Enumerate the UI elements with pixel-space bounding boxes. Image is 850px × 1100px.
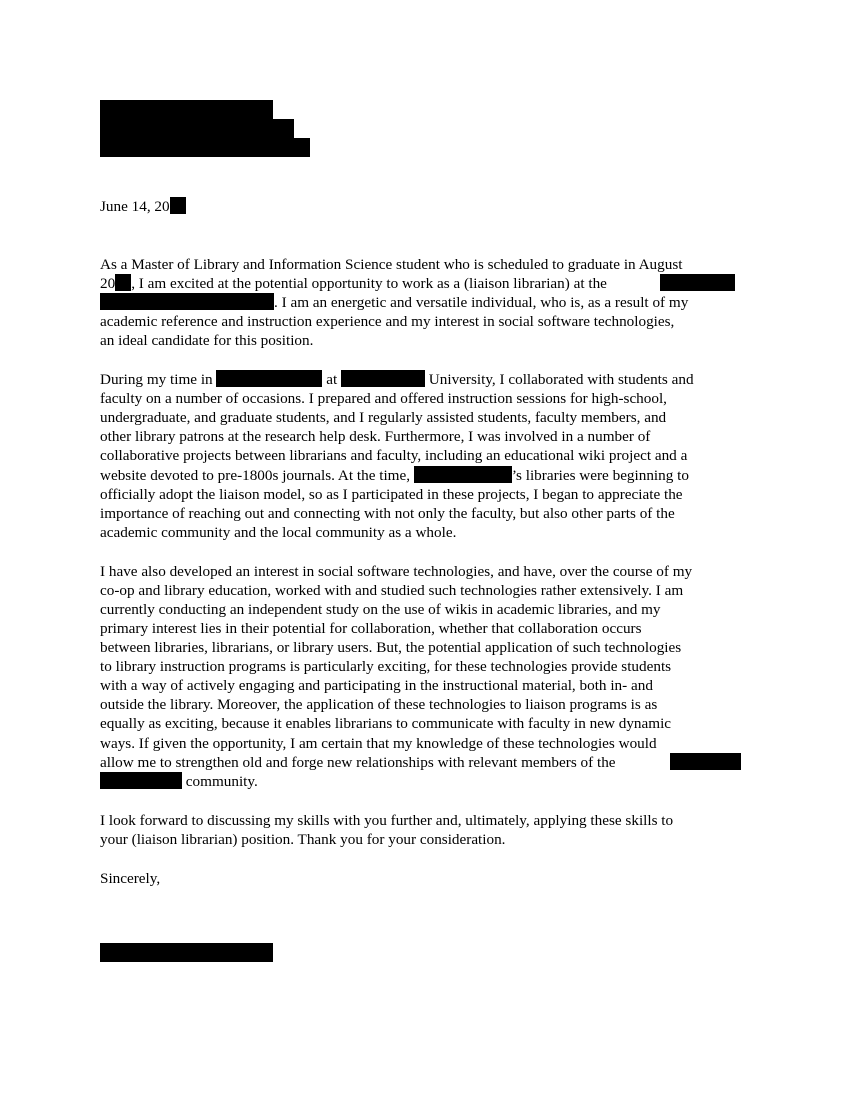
p2-line-7: officially adopt the liaison model, so as I participated in these projects, I began to appreciate the <box>100 486 683 503</box>
redacted-program-name <box>216 370 322 387</box>
p2-line-5: collaborative projects between librarians and faculty, including an educational wiki project and a <box>100 447 688 464</box>
p3-line-6: to library instruction programs is particularly exciting, for these technologies provide students <box>100 658 672 675</box>
p3-line-8: outside the library. Moreover, the application of these technologies to liaison programs is as <box>100 696 658 713</box>
p2-line-1-text-c: University, I collaborated with students and <box>428 371 694 388</box>
p2-line-8: importance of reaching out and connecting with not only the faculty, but also other parts of the <box>100 505 675 522</box>
p1-line-4: academic reference and instruction experience and my interest in social software technologies, <box>100 313 675 330</box>
p3-line-2: co-op and library education, worked with and studied such technologies rather extensively. I am <box>100 582 684 599</box>
redacted-institution-name-2a <box>670 753 741 770</box>
p3-line-9: equally as exciting, because it enables librarians to communicate with faculty in new dynamic <box>100 715 672 732</box>
p2-line-1-text-b: at <box>326 371 338 388</box>
p2-line-1 <box>100 370 694 389</box>
p2-line-9: academic community and the local community as a whole. <box>100 524 457 541</box>
p1-line-2-text-a: 20 <box>100 275 116 292</box>
p1-line-2 <box>100 274 607 293</box>
redacted-year <box>170 197 186 214</box>
p3-line-5: between libraries, librarians, or library users. But, the potential application of such technologies <box>100 639 682 656</box>
p1-line-5: an ideal candidate for this position. <box>100 332 314 349</box>
p3-line-11: allow me to strengthen old and forge new relationships with relevant members of the <box>100 754 616 771</box>
p2-line-2: faculty on a number of occasions. I prepared and offered instruction sessions for high-school, <box>100 390 667 407</box>
p3-line-4: primary interest lies in their potential for collaboration, whether that collaboration occurs <box>100 620 642 637</box>
p2-line-6-text-b: ’s libraries were beginning to <box>511 467 689 484</box>
redacted-institution-name <box>660 274 735 291</box>
p1-line-2-text-b: , I am excited at the potential opportunity to work as a (liaison librarian) at the <box>131 275 607 292</box>
p4-line-2: your (liaison librarian) position. Thank you for your consideration. <box>100 831 506 848</box>
p3-line-7: with a way of actively engaging and participating in the instructional material, both in- and <box>100 677 653 694</box>
p2-line-4: other library patrons at the research help desk. Furthermore, I was involved in a number of <box>100 428 651 445</box>
redacted-address-line-2 <box>100 119 294 139</box>
redacted-address-line-1 <box>100 100 273 120</box>
closing-salutation: Sincerely, <box>100 870 161 887</box>
redacted-university-name <box>341 370 425 387</box>
p2-line-6 <box>100 466 689 485</box>
redacted-institution-name-2b <box>100 772 182 789</box>
p3-line-10: ways. If given the opportunity, I am certain that my knowledge of these technologies would <box>100 735 657 752</box>
p3-line-3: currently conducting an independent study on the use of wikis in academic libraries, and my <box>100 601 661 618</box>
p3-line-1: I have also developed an interest in social software technologies, and have, over the course of my <box>100 563 693 580</box>
redacted-address-line-3 <box>100 138 310 157</box>
date-text: June 14, 20 <box>100 198 170 215</box>
p2-line-6-text-a: website devoted to pre-1800s journals. At the time, <box>100 467 411 484</box>
redacted-grad-year <box>115 274 131 291</box>
letter-date <box>100 197 186 216</box>
p1-line-3-text: . I am an energetic and versatile individual, who is, as a result of my <box>274 294 689 311</box>
redacted-signature-name <box>100 943 273 962</box>
redacted-university-possessive <box>414 466 512 483</box>
p4-line-1: I look forward to discussing my skills with you further and, ultimately, applying these skills to <box>100 812 674 829</box>
redacted-library-name <box>100 293 274 310</box>
p1-line-3 <box>100 293 688 312</box>
p2-line-1-text-a: During my time in <box>100 371 213 388</box>
p3-line-12-text: community. <box>185 773 258 790</box>
p3-line-12 <box>100 772 258 791</box>
p2-line-3: undergraduate, and graduate students, and I regularly assisted students, faculty members, and <box>100 409 667 426</box>
p1-line-1: As a Master of Library and Information Science student who is scheduled to graduate in August <box>100 256 683 273</box>
